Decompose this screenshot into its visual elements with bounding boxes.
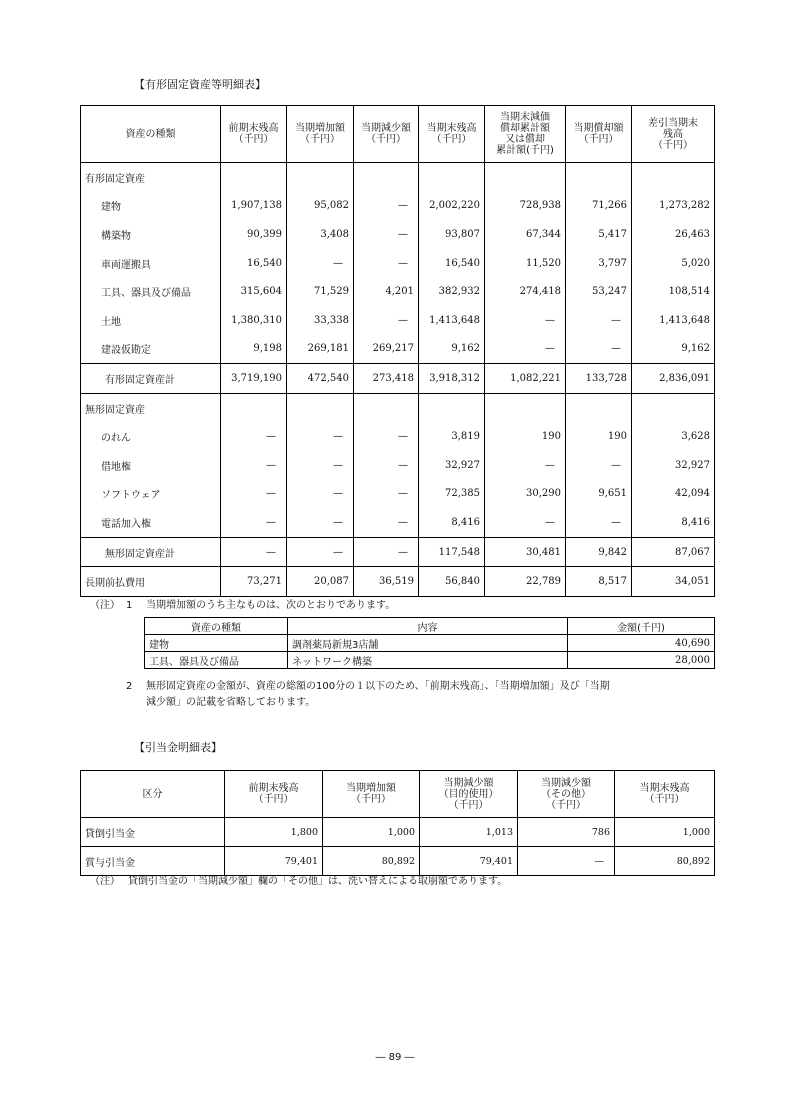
asset-value: 8,416 [419, 508, 485, 537]
allowance-value: 786 [518, 818, 615, 847]
asset-value: 9,162 [632, 335, 715, 364]
empty-cell [221, 393, 287, 422]
asset-value: 73,271 [221, 567, 287, 597]
asset-value: 269,181 [287, 335, 354, 364]
note-2-number: 2 [126, 681, 133, 692]
asset-value: 274,418 [485, 277, 566, 306]
detail-header-row [145, 618, 715, 635]
asset-value: 117,548 [419, 537, 485, 567]
asset-value: — [287, 249, 354, 278]
asset-value: — [566, 306, 632, 335]
asset-value: — [566, 451, 632, 480]
note-2-line-1: 無形固定資産の金額が、資産の総額の100分の１以下のため、「前期末残高」、「当期増加額」及び「当期 [146, 681, 610, 692]
asset-row [81, 306, 715, 335]
asset-row [81, 277, 715, 306]
asset-value: 90,399 [221, 220, 287, 249]
empty-cell [566, 393, 632, 422]
empty-cell [632, 393, 715, 422]
header-net-balance: 差引当期末 残高 （千円） [632, 106, 715, 163]
detail-header-content: 内容 [288, 618, 568, 635]
asset-value: — [354, 537, 419, 567]
asset-value: 42,094 [632, 480, 715, 509]
allowance-header-category: 区分 [81, 771, 225, 818]
empty-cell [485, 393, 566, 422]
asset-value: 93,807 [419, 220, 485, 249]
asset-value: — [566, 335, 632, 364]
asset-value: 87,067 [632, 537, 715, 567]
asset-value: 2,002,220 [419, 192, 485, 221]
header-ending-balance: 当期末残高 （千円） [419, 106, 485, 163]
asset-name: 構築物 [81, 220, 221, 249]
asset-value: 32,927 [632, 451, 715, 480]
asset-value: — [485, 306, 566, 335]
asset-value: — [221, 451, 287, 480]
asset-value: 190 [566, 422, 632, 451]
allowance-value: 1,013 [420, 818, 518, 847]
asset-value: 3,918,312 [419, 364, 485, 394]
allowance-header-row [81, 771, 715, 818]
allowance-name: 賞与引当金 [81, 847, 225, 876]
asset-value: 8,517 [566, 567, 632, 597]
asset-value: 9,651 [566, 480, 632, 509]
allowance-header-ending: 当期末残高 （千円） [615, 771, 715, 818]
asset-value: — [287, 451, 354, 480]
asset-value: 30,290 [485, 480, 566, 509]
asset-value: 32,927 [419, 451, 485, 480]
asset-value: 1,413,648 [632, 306, 715, 335]
allowance-header-decrease-used: 当期減少額 （目的使用） （千円） [420, 771, 518, 818]
asset-value: 133,728 [566, 364, 632, 394]
asset-value: 1,413,648 [419, 306, 485, 335]
asset-value: — [485, 451, 566, 480]
total-row [81, 537, 715, 567]
asset-value: — [287, 422, 354, 451]
asset-value: — [354, 451, 419, 480]
prepaid-row [81, 567, 715, 597]
allowance-header-increase: 当期増加額 （千円） [323, 771, 420, 818]
empty-cell [419, 163, 485, 192]
asset-value: 5,417 [566, 220, 632, 249]
asset-value: — [221, 480, 287, 509]
empty-cell [287, 163, 354, 192]
asset-value: — [287, 480, 354, 509]
fixed-assets-title: 【有形固定資産等明細表】 [134, 78, 266, 91]
asset-value: 56,840 [419, 567, 485, 597]
empty-cell [485, 163, 566, 192]
header-decrease: 当期減少額 （千円） [354, 106, 419, 163]
allowance-name: 貸倒引当金 [81, 818, 225, 847]
asset-row [81, 249, 715, 278]
asset-value: 9,162 [419, 335, 485, 364]
asset-value: 472,540 [287, 364, 354, 394]
allowance-row [81, 847, 715, 876]
asset-name: 無形固定資産計 [81, 537, 221, 567]
allowance-note-text: 貸倒引当金の「当期減少額」欄の「その他」は、洗い替えによる取崩額であります。 [128, 876, 508, 887]
empty-cell [419, 393, 485, 422]
asset-value: 382,932 [419, 277, 485, 306]
detail-content: 調剤薬局新規3店舗 [288, 635, 568, 652]
asset-name: ソフトウェア [81, 480, 221, 509]
asset-name: 建設仮勘定 [81, 335, 221, 364]
allowance-value: 1,800 [225, 818, 323, 847]
allowance-value: 1,000 [615, 818, 715, 847]
asset-value: — [354, 220, 419, 249]
fixed-assets-header-row [81, 106, 715, 163]
asset-name: 土地 [81, 306, 221, 335]
asset-value: — [221, 422, 287, 451]
allowance-value: 80,892 [323, 847, 420, 876]
asset-value: 269,217 [354, 335, 419, 364]
asset-value: — [287, 537, 354, 567]
asset-value: 4,201 [354, 277, 419, 306]
asset-value: 8,416 [632, 508, 715, 537]
allowance-header-prior: 前期末残高 （千円） [225, 771, 323, 818]
header-depreciation: 当期償却額 （千円） [566, 106, 632, 163]
asset-value: — [221, 508, 287, 537]
header-accum-depreciation: 当期末減価 償却累計額 又は償却 累計額(千円) [485, 106, 566, 163]
asset-value: — [354, 192, 419, 221]
asset-value: 20,087 [287, 567, 354, 597]
asset-row [81, 422, 715, 451]
asset-value: 36,519 [354, 567, 419, 597]
asset-value: 16,540 [419, 249, 485, 278]
asset-value: — [485, 508, 566, 537]
asset-name: 工具、器具及び備品 [81, 277, 221, 306]
allowance-value: 80,892 [615, 847, 715, 876]
allowance-value: 1,000 [323, 818, 420, 847]
empty-cell [354, 163, 419, 192]
asset-value: 1,907,138 [221, 192, 287, 221]
asset-value: 3,408 [287, 220, 354, 249]
asset-value: 71,266 [566, 192, 632, 221]
asset-row [81, 335, 715, 364]
detail-type: 建物 [145, 635, 288, 652]
asset-value: 1,380,310 [221, 306, 287, 335]
allowance-value: 79,401 [420, 847, 518, 876]
section-title: 有形固定資産 [81, 163, 221, 192]
asset-value: 108,514 [632, 277, 715, 306]
header-increase: 当期増加額 （千円） [287, 106, 354, 163]
allowance-note-prefix: （注） [90, 876, 120, 887]
asset-value: 11,520 [485, 249, 566, 278]
asset-value: 9,842 [566, 537, 632, 567]
detail-row [145, 652, 715, 669]
asset-value: 3,719,190 [221, 364, 287, 394]
empty-cell [632, 163, 715, 192]
asset-value: 71,529 [287, 277, 354, 306]
asset-value: 9,198 [221, 335, 287, 364]
empty-cell [354, 393, 419, 422]
asset-row [81, 451, 715, 480]
asset-value: 5,020 [632, 249, 715, 278]
detail-amount: 28,000 [568, 652, 715, 669]
allowance-title: 【引当金明細表】 [134, 741, 222, 754]
asset-value: — [287, 508, 354, 537]
asset-value: 3,628 [632, 422, 715, 451]
asset-value: 190 [485, 422, 566, 451]
empty-cell [566, 163, 632, 192]
asset-value: 72,385 [419, 480, 485, 509]
asset-row [81, 192, 715, 221]
asset-name: のれん [81, 422, 221, 451]
increase-detail-table [144, 617, 715, 669]
asset-name: 建物 [81, 192, 221, 221]
asset-row [81, 508, 715, 537]
asset-value: 2,836,091 [632, 364, 715, 394]
detail-header-type: 資産の種類 [145, 618, 288, 635]
header-asset-type: 資産の種類 [81, 106, 221, 163]
asset-name: 有形固定資産計 [81, 364, 221, 394]
detail-content: ネットワーク構築 [288, 652, 568, 669]
asset-value: 67,344 [485, 220, 566, 249]
allowance-table [80, 770, 715, 876]
asset-value: 34,051 [632, 567, 715, 597]
section-row [81, 393, 715, 422]
asset-value: 95,082 [287, 192, 354, 221]
detail-amount: 40,690 [568, 635, 715, 652]
asset-value: 1,082,221 [485, 364, 566, 394]
section-row [81, 163, 715, 192]
note-1-text: 当期増加額のうち主なものは、次のとおりであります。 [146, 600, 396, 611]
asset-value: — [485, 335, 566, 364]
detail-type: 工具、器具及び備品 [145, 652, 288, 669]
asset-value: — [566, 508, 632, 537]
asset-value: 16,540 [221, 249, 287, 278]
header-prior-balance: 前期末残高 （千円） [221, 106, 287, 163]
asset-value: — [354, 306, 419, 335]
asset-value: 53,247 [566, 277, 632, 306]
asset-value: 273,418 [354, 364, 419, 394]
total-row [81, 364, 715, 394]
asset-value: — [354, 508, 419, 537]
allowance-value: — [518, 847, 615, 876]
page-number: ― 89 ― [375, 1052, 415, 1063]
asset-value: 3,819 [419, 422, 485, 451]
empty-cell [221, 163, 287, 192]
asset-name: 長期前払費用 [81, 567, 221, 597]
asset-value: 1,273,282 [632, 192, 715, 221]
asset-row [81, 480, 715, 509]
allowance-value: 79,401 [225, 847, 323, 876]
note-2-line-2: 減少額」の記載を省略しております。 [146, 697, 316, 708]
allowance-header-decrease-other: 当期減少額 （その他） （千円） [518, 771, 615, 818]
asset-value: 3,797 [566, 249, 632, 278]
asset-value: 30,481 [485, 537, 566, 567]
allowance-row [81, 818, 715, 847]
asset-value: 26,463 [632, 220, 715, 249]
asset-value: 728,938 [485, 192, 566, 221]
asset-value: — [354, 480, 419, 509]
asset-name: 借地権 [81, 451, 221, 480]
asset-value: — [354, 249, 419, 278]
asset-value: 22,789 [485, 567, 566, 597]
asset-row [81, 220, 715, 249]
fixed-assets-table [80, 105, 715, 597]
section-title: 無形固定資産 [81, 393, 221, 422]
asset-name: 車両運搬具 [81, 249, 221, 278]
asset-value: — [354, 422, 419, 451]
asset-name: 電話加入権 [81, 508, 221, 537]
empty-cell [287, 393, 354, 422]
note-1-number: 1 [126, 600, 133, 611]
detail-row [145, 635, 715, 652]
asset-value: 315,604 [221, 277, 287, 306]
asset-value: — [221, 537, 287, 567]
detail-header-amount: 金額(千円) [568, 618, 715, 635]
note-prefix: （注） [90, 600, 120, 611]
asset-value: 33,338 [287, 306, 354, 335]
